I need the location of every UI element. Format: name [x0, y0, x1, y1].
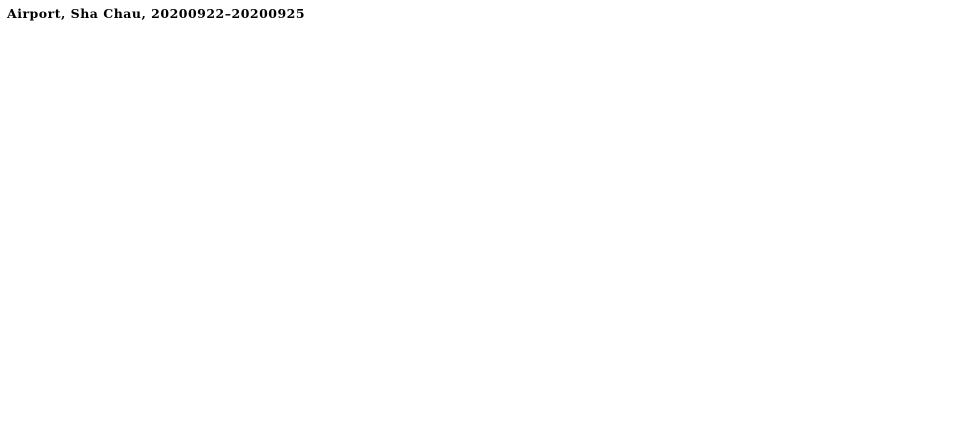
- page-title: Airport, Sha Chau, 20200922–20200925: [7, 6, 306, 21]
- chart-no2: [0, 118, 330, 230]
